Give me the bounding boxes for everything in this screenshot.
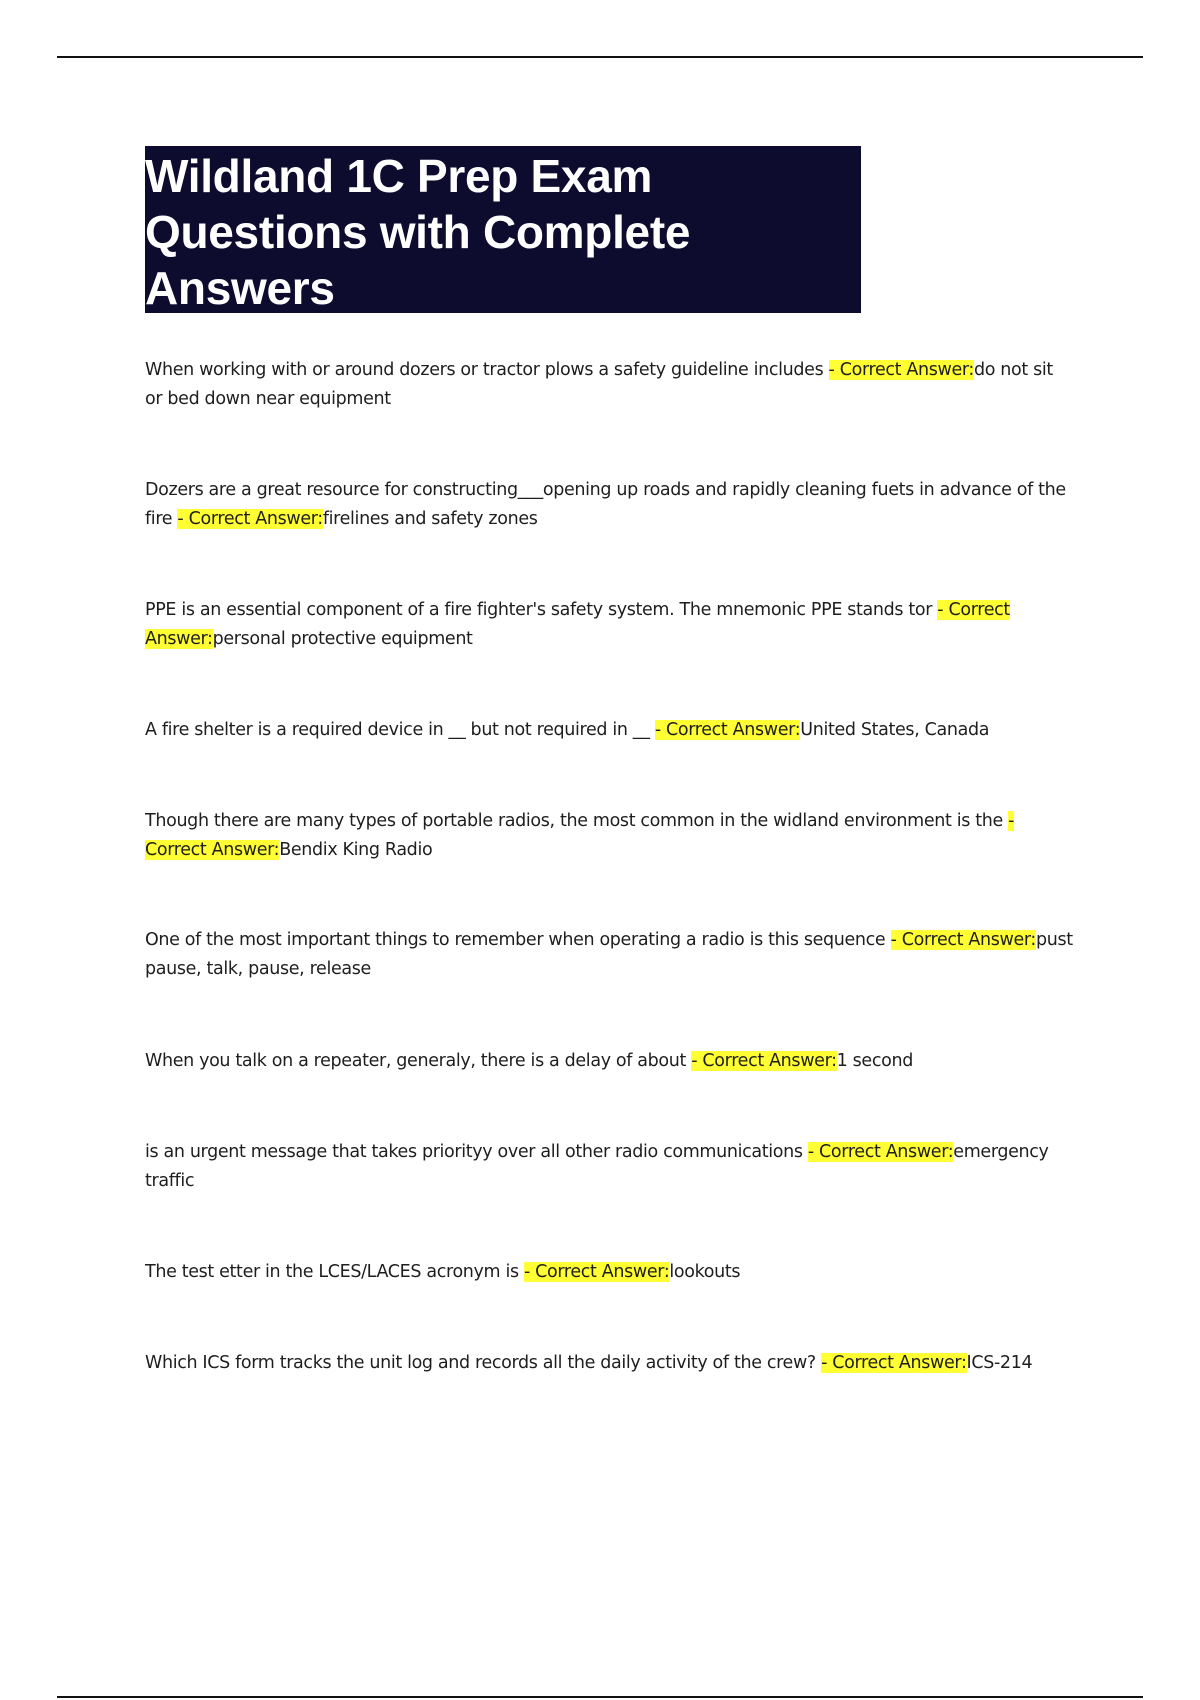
bottom-rule <box>57 1696 1143 1698</box>
answer-text: emergency traffic <box>145 1142 1049 1191</box>
answer-text: pust pause, talk, pause, release <box>145 930 1073 979</box>
answer-text: Bendix King Radio <box>279 840 433 860</box>
question-text: is an urgent message that takes priorityy over all other radio communications <box>145 1142 808 1162</box>
question-item <box>145 807 1075 865</box>
question-item <box>145 476 1075 534</box>
question-text: One of the most important things to remember when operating a radio is this sequence <box>145 930 891 950</box>
correct-answer-marker: - Correct Answer: <box>691 1051 837 1071</box>
question-item <box>145 1138 1075 1196</box>
question-item <box>145 1349 1075 1378</box>
answer-text: lookouts <box>669 1262 741 1282</box>
correct-answer-marker: - Correct Answer: <box>807 1142 954 1162</box>
document-title: Wildland 1C Prep Exam Questions with Complete Answers <box>145 150 691 314</box>
correct-answer-marker: - Correct Answer: <box>177 509 323 529</box>
question-item <box>145 716 1075 745</box>
question-item <box>145 1258 1075 1287</box>
correct-answer-marker: - Correct Answer: <box>523 1262 670 1282</box>
question-text: When working with or around dozers or tractor plows a safety guideline includes <box>145 360 829 380</box>
correct-answer-marker: - Correct Answer: <box>828 360 974 380</box>
question-text: Which ICS form tracks the unit log and records all the daily activity of the crew? <box>145 1353 822 1373</box>
answer-text: firelines and safety zones <box>322 509 538 529</box>
question-item <box>145 926 1075 984</box>
question-text: Though there are many types of portable radios, the most common in the widland environment is the <box>145 811 1009 831</box>
question-text: The test etter in the LCES/LACES acronym is <box>145 1262 524 1282</box>
answer-text: 1 second <box>836 1051 913 1071</box>
correct-answer-marker: - Correct Answer: <box>145 811 1015 860</box>
question-item <box>145 596 1075 654</box>
correct-answer-marker: - Correct Answer: <box>890 930 1036 950</box>
top-rule <box>57 56 1143 58</box>
correct-answer-marker: - Correct Answer: <box>654 720 801 740</box>
correct-answer-marker: - Correct Answer: <box>821 1353 967 1373</box>
question-text: Dozers are a great resource for constructing___opening up roads and rapidly cleaning fuets in advance of the fire <box>145 480 1066 529</box>
question-text: When you talk on a repeater, generaly, there is a delay of about <box>145 1051 692 1071</box>
question-text: PPE is an essential component of a fire fighter's safety system. The mnemonic PPE stands tor <box>145 600 938 620</box>
question-item <box>145 1047 1075 1076</box>
answer-text: do not sit or bed down near equipment <box>145 360 1053 409</box>
answer-text: United States, Canada <box>800 720 990 740</box>
question-text: A fire shelter is a required device in __ but not required in __ <box>145 720 655 740</box>
correct-answer-marker: - Correct Answer: <box>145 600 1010 649</box>
question-item <box>145 356 1075 414</box>
answer-text: ICS-214 <box>966 1353 1033 1373</box>
title-banner <box>145 146 861 313</box>
answer-text: personal protective equipment <box>212 629 473 649</box>
